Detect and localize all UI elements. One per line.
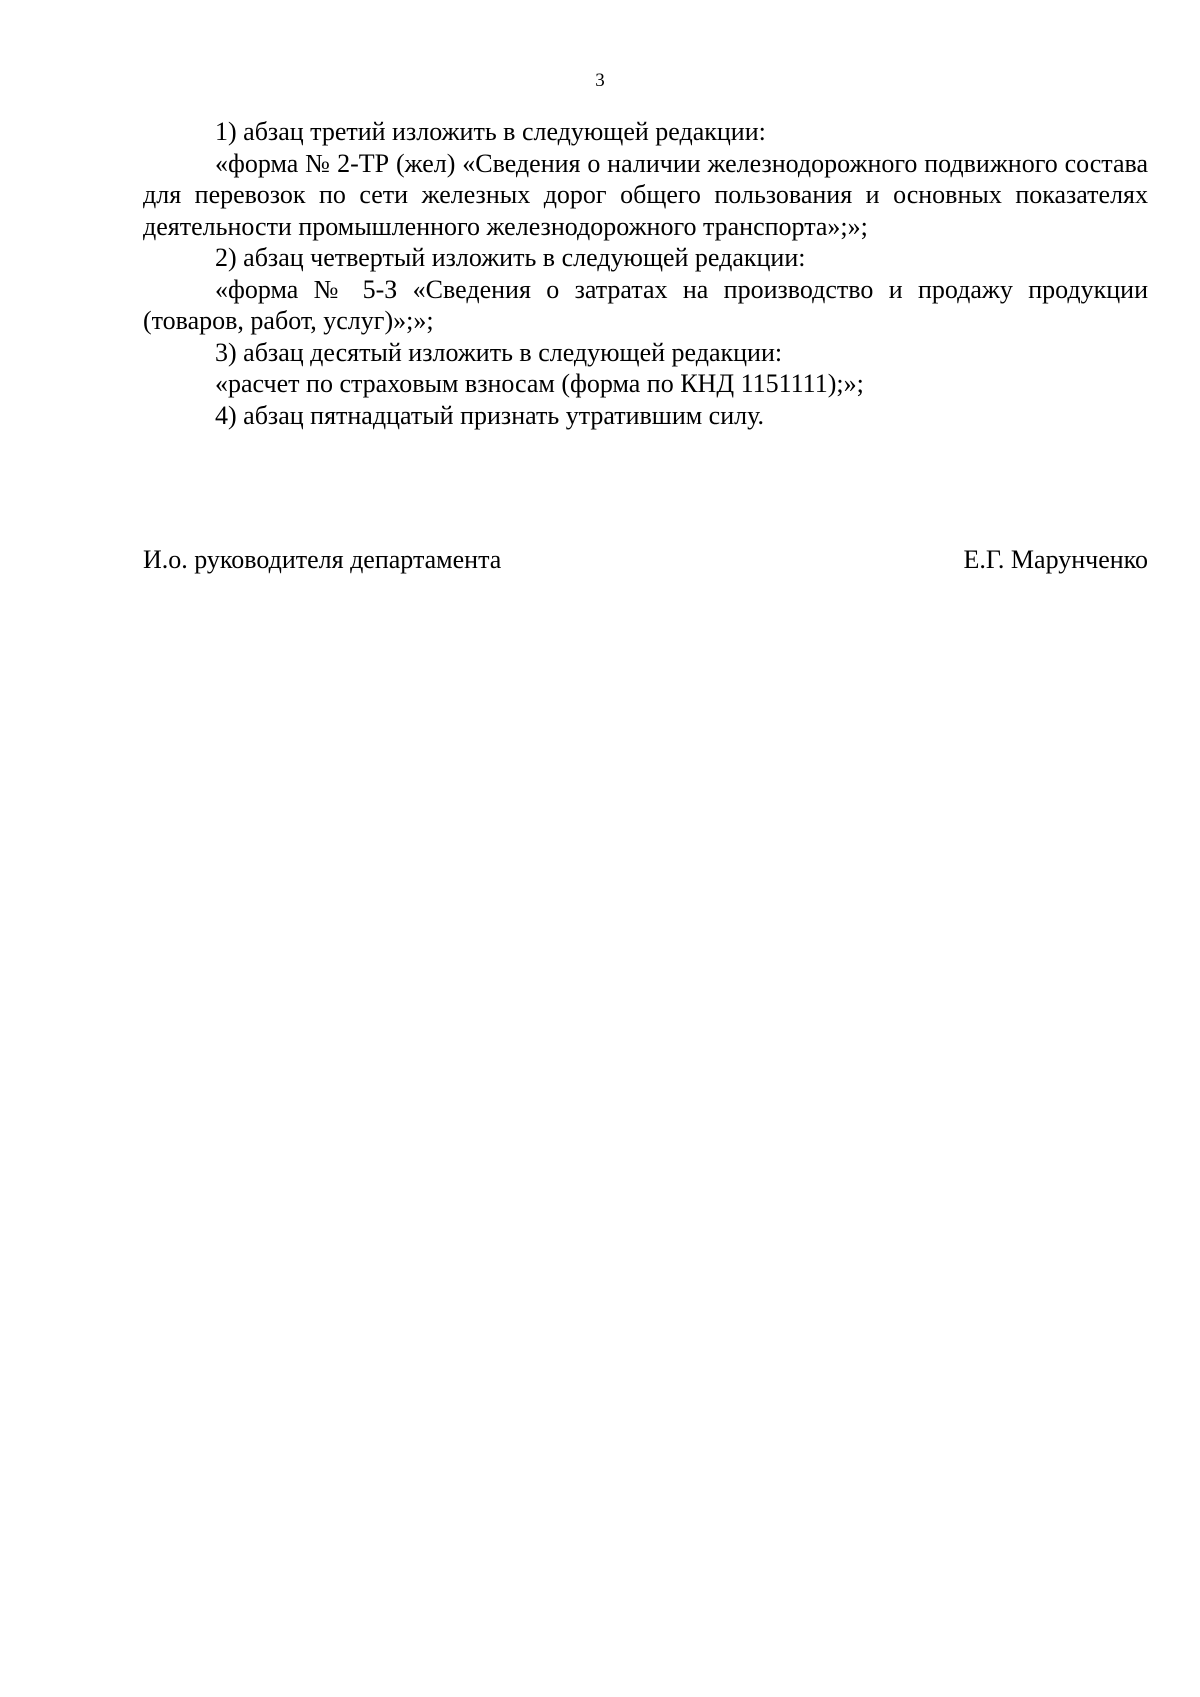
- page-number: 3: [595, 70, 605, 91]
- signatory-name: Е.Г. Марунченко: [963, 545, 1148, 574]
- signature-block: [143, 544, 1148, 576]
- paragraph-5: 3) абзац десятый изложить в следующей редакции:: [215, 337, 783, 367]
- paragraph-3: 2) абзац четвертый изложить в следующей редакции:: [215, 243, 806, 272]
- paragraph-6: «расчет по страховым взносам (форма по КНД 1151111);»;: [215, 369, 864, 398]
- paragraph-7: 4) абзац пятнадцатый признать утратившим силу.: [215, 400, 765, 430]
- paragraph-4: «форма № 5-З «Сведения о затратах на производство и продажу продукции (товаров, работ, услуг)»;»;: [143, 274, 1148, 335]
- signatory-position: И.о. руководителя департамента: [143, 545, 502, 574]
- paragraph-1: 1) абзац третий изложить в следующей редакции:: [215, 117, 766, 146]
- document-body: [143, 116, 1148, 431]
- paragraph-2: «форма № 2-ТР (жел) «Сведения о наличии железнодорожного подвижного состава для перевозок по сети железных дорог общего пользования и основных показателях деятельности промышленного железнодорожного транспорта»;»;: [143, 148, 1148, 241]
